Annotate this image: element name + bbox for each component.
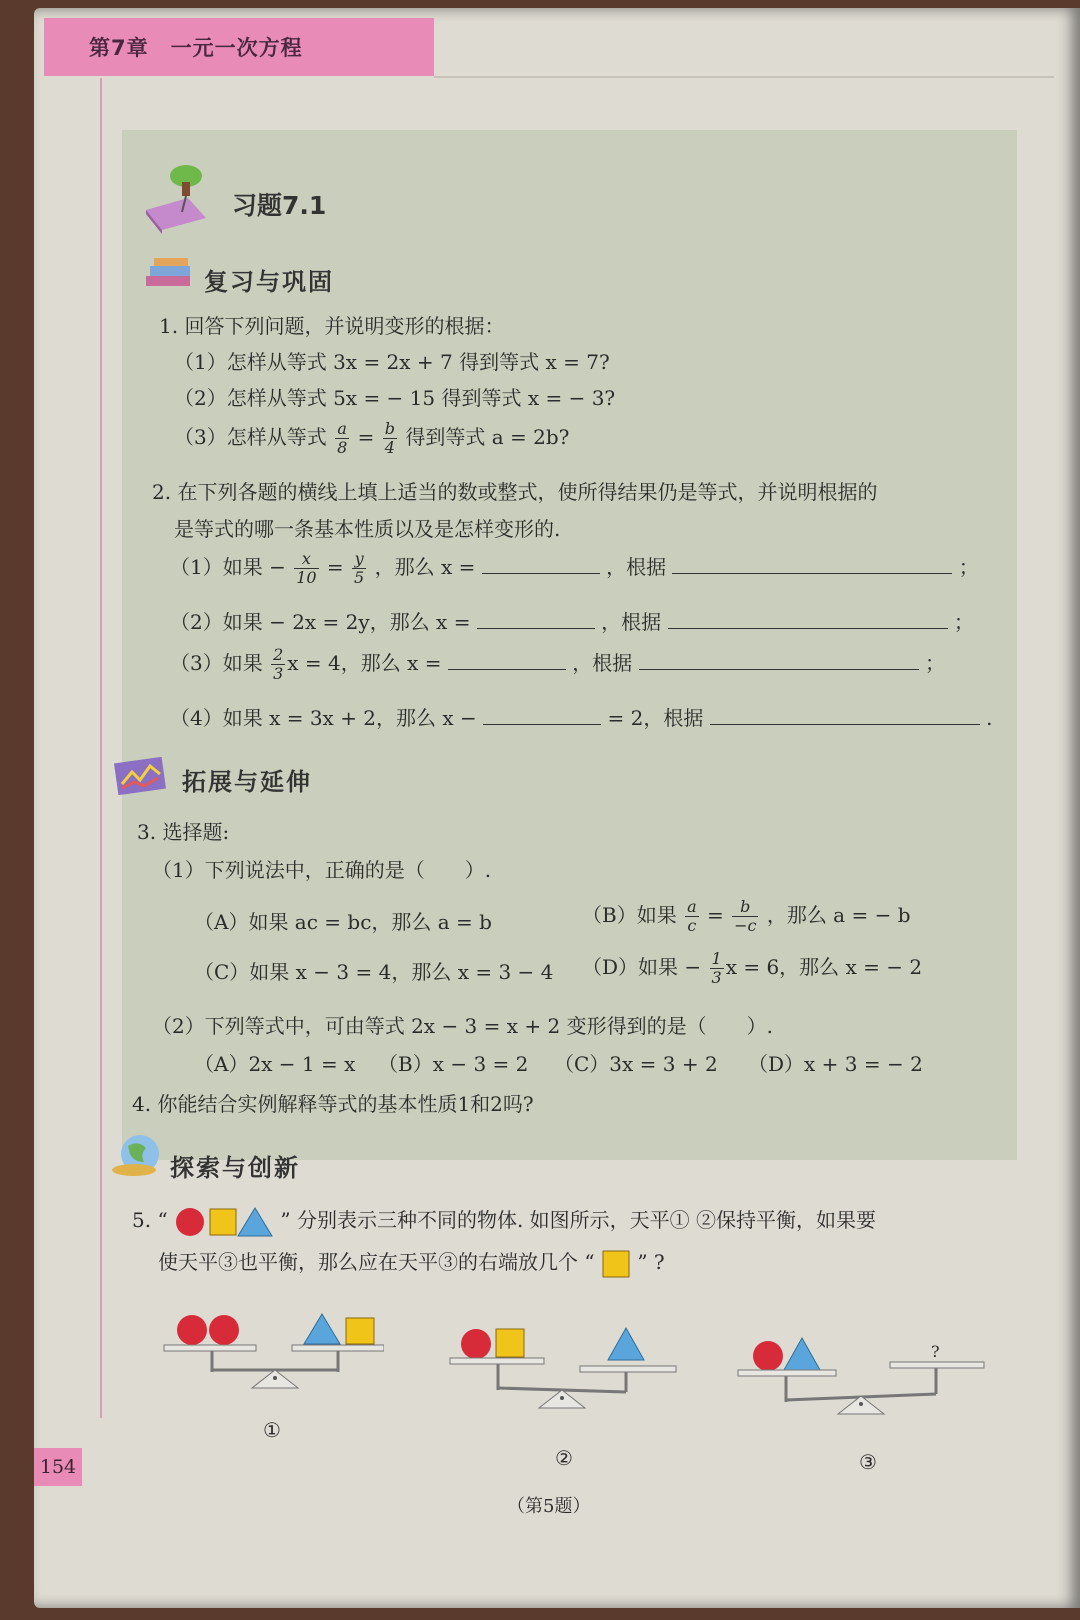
figure-caption: （第5题） (507, 1496, 591, 1517)
chapter-header: 第7章 一元一次方程 (89, 36, 303, 60)
basis-blank[interactable] (668, 627, 948, 629)
balance-label-1: ① (263, 1418, 281, 1442)
q1-part1: （1）怎样从等式 3x = 2x + 7 得到等式 x = 7? (174, 350, 610, 374)
q2-part2: （2）如果 − 2x = 2y，那么 x = ，根据 ； (170, 610, 974, 634)
q3-sub2-option-a[interactable]: （A）2x − 1 = x (194, 1052, 356, 1076)
fraction-1-over-3: $\frac{1}{3}$ (711, 949, 722, 987)
q2-part3: （3）如果 $\frac{2}{3}$ x = 4，那么 x = ，根据 ； (170, 645, 945, 683)
balance-question-mark: ? (931, 1342, 940, 1361)
q3-sub2-option-b[interactable]: （B）x − 3 = 2 (378, 1052, 529, 1076)
q1-stem: 1. 回答下列问题，并说明变形的根据： (159, 314, 505, 338)
stacked-books-icon (140, 258, 196, 292)
square-icon (601, 1249, 631, 1279)
q1-part2: （2）怎样从等式 5x = − 15 得到等式 x = − 3? (174, 386, 616, 410)
answer-blank[interactable] (477, 627, 595, 629)
q3-sub1-option-a[interactable]: （A）如果 ac = bc，那么 a = b (194, 910, 492, 934)
q3-stem: 3. 选择题: (137, 820, 230, 844)
answer-blank[interactable] (448, 668, 566, 670)
fraction-b-over-4: $\frac{b}{4}$ (384, 419, 396, 457)
q5-stem-line1: 5. “ ” 分别表示三种不同的物体. 如图所示，天平① ②保持平衡，如果要 (132, 1204, 876, 1238)
pushpin-book-icon (138, 158, 218, 238)
basis-blank[interactable] (639, 668, 919, 670)
q5-stem-line2: 使天平③也平衡，那么应在天平③的右端放几个 “ ” ? (158, 1246, 665, 1279)
q4-stem: 4. 你能结合实例解释等式的基本性质1和2吗? (132, 1092, 534, 1116)
q3-sub1: （1）下列说法中，正确的是（ ）. (152, 858, 492, 882)
basis-blank[interactable] (710, 723, 980, 725)
balance-scale-1 (154, 1296, 384, 1426)
globe-icon (110, 1132, 166, 1178)
q3-sub2-option-d[interactable]: （D）x + 3 = − 2 (748, 1052, 923, 1076)
page-number: 154 (34, 1448, 82, 1486)
q3-sub1-option-d[interactable]: （D）如果 − $\frac{1}{3}$ x = 6，那么 x = − 2 (582, 949, 923, 987)
section-review-heading: 复习与巩固 (204, 267, 334, 296)
header-divider (434, 76, 1054, 78)
circle-square-triangle-icons (174, 1206, 274, 1238)
answer-blank[interactable] (483, 723, 601, 725)
basis-blank[interactable] (672, 572, 952, 574)
fraction-a-over-c: $\frac{a}{c}$ (687, 897, 697, 935)
section-extend-heading: 拓展与延伸 (182, 767, 312, 796)
exercise-title: 习题7.1 (232, 191, 327, 220)
balance-scale-2 (440, 1314, 680, 1444)
fraction-x-over-10: $\frac{x}{10}$ (296, 549, 317, 587)
q2-stem-line1: 2. 在下列各题的横线上填上适当的数或整式，使所得结果仍是等式，并说明根据的 (152, 480, 878, 504)
section-explore-heading: 探索与创新 (170, 1153, 300, 1182)
fraction-y-over-5: $\frac{y}{5}$ (354, 549, 365, 587)
q2-part1: （1）如果 − $\frac{x}{10}$ = $\frac{y}{5}$ ，那么 x = ，根据 ； (170, 549, 979, 587)
q3-sub2: （2）下列等式中，可由等式 2x − 3 = x + 2 变形得到的是（ ）. (152, 1014, 773, 1038)
q3-sub1-option-c[interactable]: （C）如果 x − 3 = 4，那么 x = 3 − 4 (194, 960, 554, 984)
q2-stem-line2: 是等式的哪一条基本性质以及是怎样变形的. (174, 517, 561, 541)
q3-sub2-option-c[interactable]: （C）3x = 3 + 2 (554, 1052, 718, 1076)
balance-label-2: ② (555, 1446, 573, 1470)
q2-part4: （4）如果 x = 3x + 2，那么 x − = 2，根据 . (170, 706, 993, 730)
margin-rule (100, 78, 102, 1418)
fraction-a-over-8: $\frac{a}{8}$ (337, 419, 348, 457)
fraction-b-over-neg-c: $\frac{b}{-c}$ (734, 897, 757, 935)
answer-blank[interactable] (482, 572, 600, 574)
balance-label-3: ③ (859, 1450, 877, 1474)
chart-picture-icon (114, 756, 170, 796)
q3-sub1-option-b[interactable]: （B）如果 $\frac{a}{c}$ = $\frac{b}{-c}$ ，那么 a = − b (582, 897, 911, 935)
textbook-page (34, 8, 1080, 1608)
fraction-2-over-3: $\frac{2}{3}$ (273, 645, 284, 683)
balance-scale-3 (730, 1324, 990, 1454)
q1-part3: （3）怎样从等式 $\frac{a}{8}$ = $\frac{b}{4}$ 得到等式 a = 2b? (174, 419, 570, 457)
